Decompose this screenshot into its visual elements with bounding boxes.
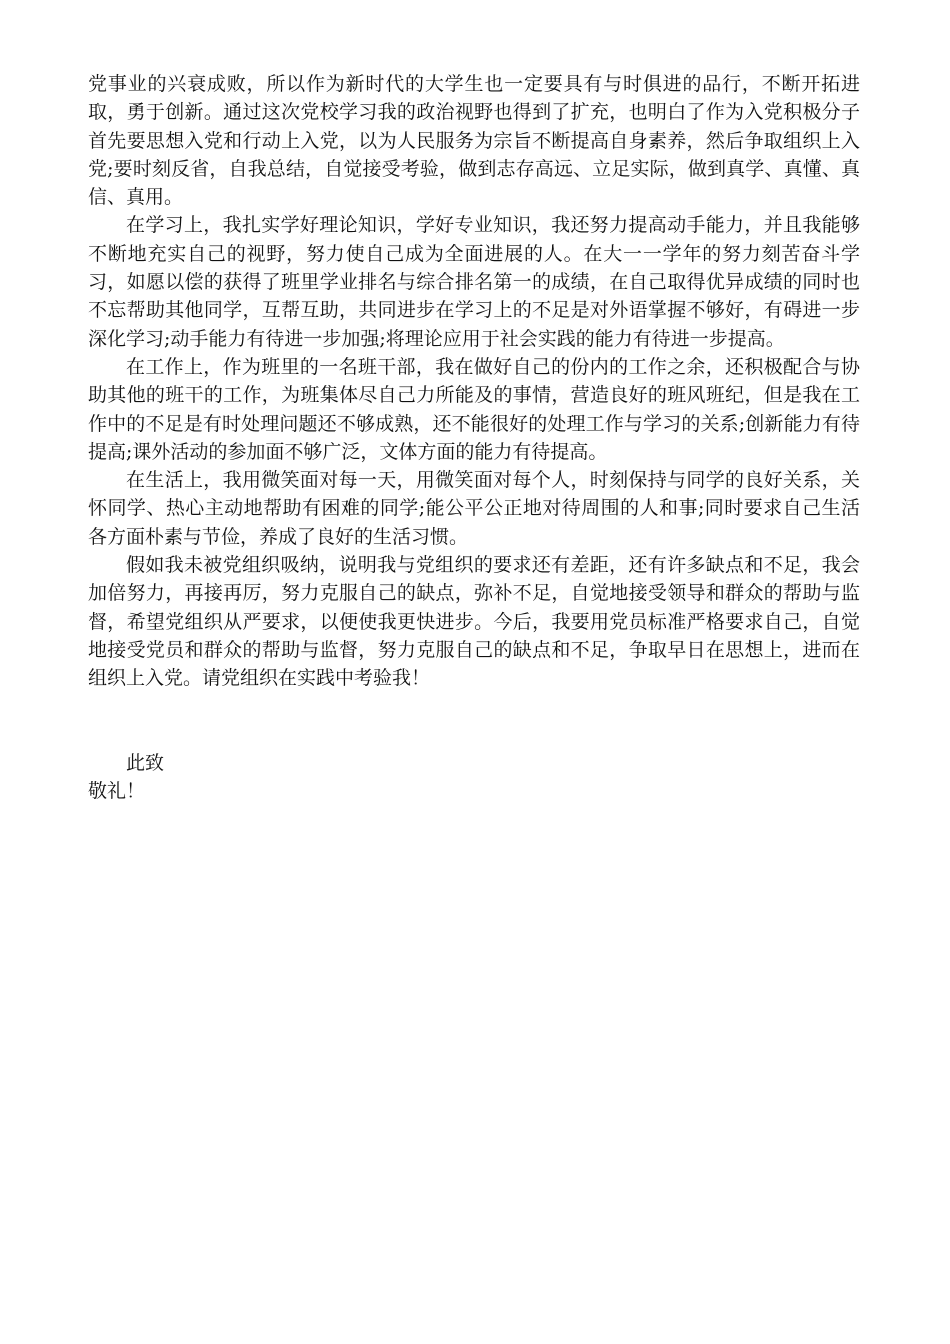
paragraph-study: 在学习上，我扎实学好理论知识，学好专业知识，我还努力提高动手能力，并且我能够不断地充实自己的视野，努力使自己成为全面进展的人。在大一一学年的努力刻苦奋斗学习，如愿以偿的获得了班里学业排名与综合排名第一的成绩，在自己取得优异成绩的同时也不忘帮助其他同学，互帮互助，共同进步在学习上的不足是对外语掌握不够好，有碍进一步深化学习;动手能力有待进一步加强;将理论应用于社会实践的能力有待进一步提高。 [88, 214, 860, 350]
paragraph-continuation: 党事业的兴衰成败，所以作为新时代的大学生也一定要具有与时俱进的品行，不断开拓进取，勇于创新。通过这次党校学习我的政治视野也得到了扩充，也明白了作为入党积极分子首先要思想入党和行动上入党，以为人民服务为宗旨不断提高自身素养，然后争取组织上入党;要时刻反省，自我总结，自觉接受考验，做到志存高远、立足实际，做到真学、真懂、真信、真用。 [88, 73, 860, 209]
closing-line-cizhi: 此致 [126, 751, 165, 774]
document-page [88, 70, 860, 805]
closing-salutation [88, 749, 860, 806]
closing-line-jingli: 敬礼！ [88, 779, 146, 802]
paragraph-life: 在生活上，我用微笑面对每一天，用微笑面对每个人，时刻保持与同学的良好关系，关怀同学、热心主动地帮助有困难的同学;能公平公正地对待周围的人和事;同时要求自己生活各方面朴素与节俭，养成了良好的生活习惯。 [88, 469, 860, 548]
paragraph-conclusion: 假如我未被党组织吸纳，说明我与党组织的要求还有差距，还有许多缺点和不足，我会加倍努力，再接再厉，努力克服自己的缺点，弥补不足，自觉地接受领导和群众的帮助与监督，希望党组织从严要求，以便使我更快进步。今后，我要用党员标准严格要求自己，自觉地接受党员和群众的帮助与监督，努力克服自己的缺点和不足，争取早日在思想上，进而在组织上入党。请党组织在实践中考验我！ [88, 554, 860, 690]
paragraph-work: 在工作上，作为班里的一名班干部，我在做好自己的份内的工作之余，还积极配合与协助其他的班干的工作，为班集体尽自己力所能及的事情，营造良好的班风班纪，但是我在工作中的不足是有时处理问题还不够成熟，还不能很好的处理工作与学习的关系;创新能力有待提高;课外活动的参加面不够广泛，文体方面的能力有待提高。 [88, 355, 860, 463]
